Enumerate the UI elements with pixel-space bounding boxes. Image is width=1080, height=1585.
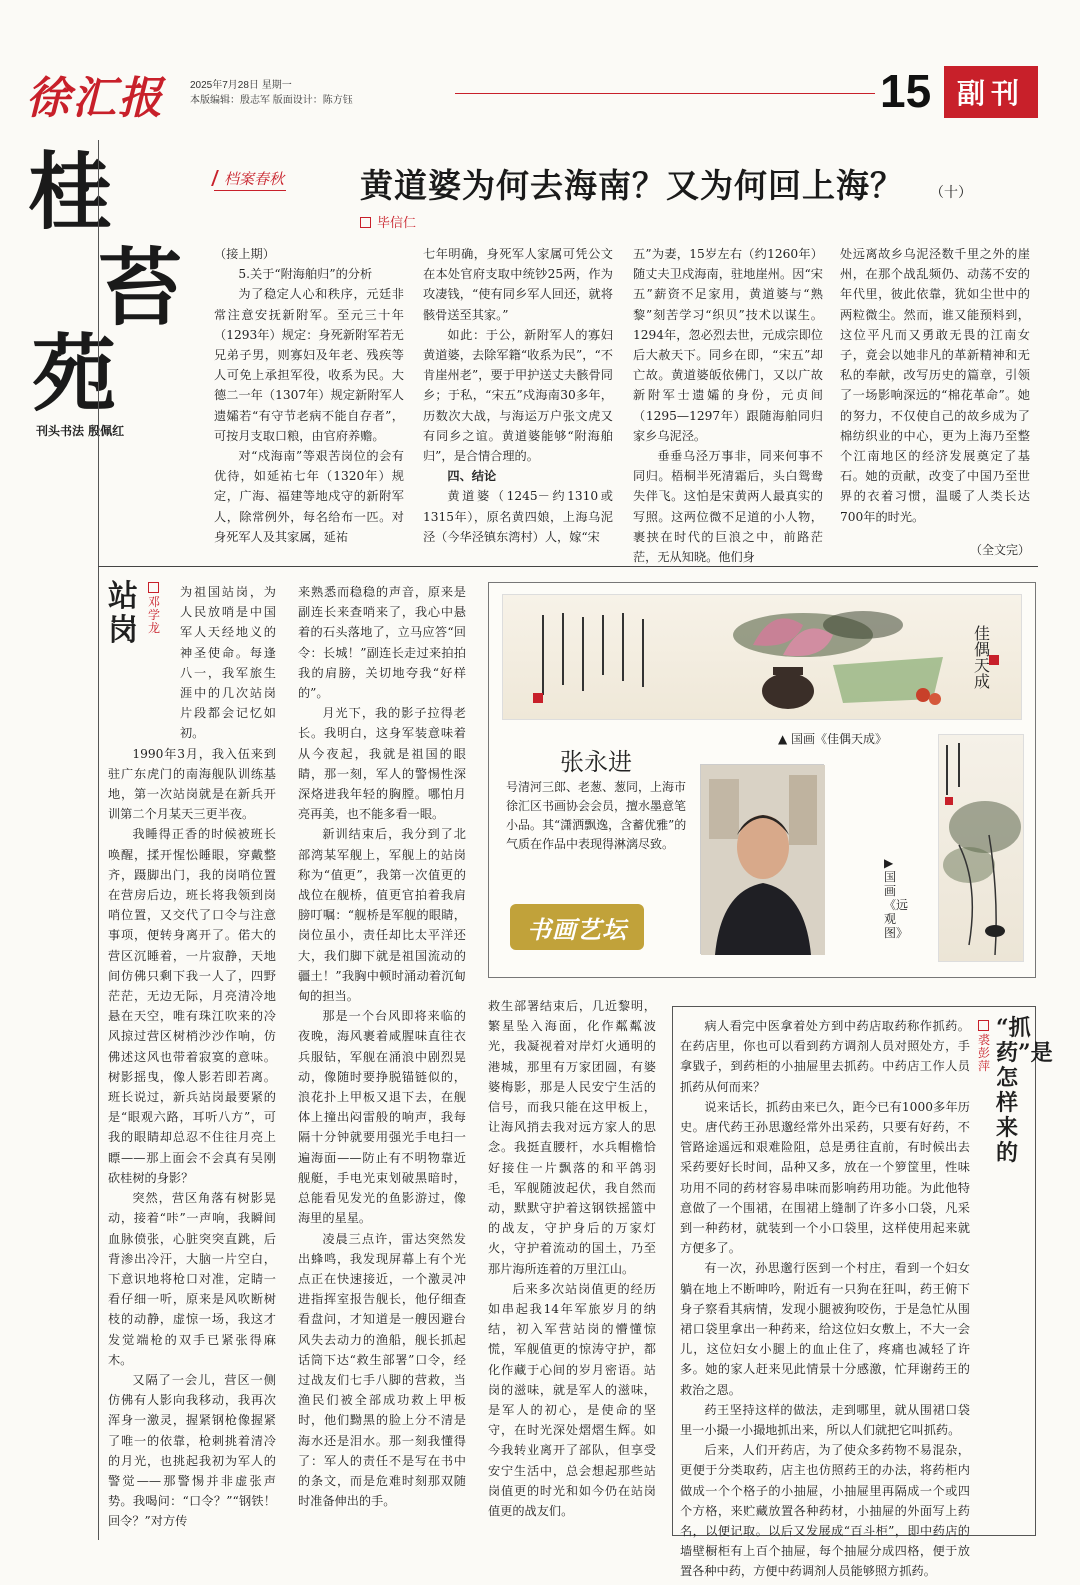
section-label: 副刊 bbox=[944, 66, 1038, 118]
article-byline bbox=[360, 212, 416, 231]
paragraph: 黄道婆（1245－约1310或1315年），原名黄四娘，上海乌泥泾（今华泾镇东湾村）人，嫁“宋 bbox=[423, 489, 613, 544]
left-divider bbox=[98, 140, 99, 1540]
artist-name: 张永进 bbox=[560, 749, 632, 776]
painting2-caption: ▶ 国画《远观图》 bbox=[884, 856, 909, 940]
painting-inscription: 佳偶天成 bbox=[971, 625, 991, 689]
article-author: 毕信仁 bbox=[377, 216, 417, 231]
paragraph: 药王坚持这样的做法，走到哪里，就从围裙口袋里一小撮一小撮地抓出来，所以人们就把它叫抓药。 bbox=[680, 1402, 970, 1438]
paragraph: 突然，营区角落有树影晃动，接着“咔”一声响，我瞬间血脉偾张，心脏突突直跳，后背渗出冷汗，大脑一片空白，下意识地将枪口对准，定睛一看仔细一听，原来是风吹断树枝的动静，虚惊一场，我这才发觉端枪的双手已紧张得麻木。 bbox=[108, 1191, 276, 1367]
person-portrait-icon bbox=[701, 765, 825, 955]
painting-jia-ou-tian-cheng bbox=[502, 594, 1022, 720]
issue-editors: 本版编辑：殷志军 版面设计：陈方钰 bbox=[190, 95, 353, 106]
zhangang-author: 邓学龙 bbox=[148, 595, 161, 635]
zhangang-column bbox=[108, 579, 276, 1532]
paragraph: 处远离故乡乌泥泾数千里之外的崖州，在那个战乱频仍、动荡不安的年代里，彼此依靠，犹如尘世中的两粒微尘。然而，谁又能预料到，这位平凡而又勇敢无畏的江南女子，竟会以她非凡的革新精神和无私的奉献，改写历史的篇章，引领了一场影响深远的“棉花革命”。她的努力，不仅使自己的故乡成为了棉纺织业的中心，更为上海乃至整个江南地区的经济发展奠定了基石。她的贡献，改变了中国乃至世界的衣着习惯，温暖了人类长达700年的时光。 bbox=[840, 247, 1030, 524]
article-column bbox=[840, 244, 1030, 527]
paragraph: 那是一个台风即将来临的夜晚，海风裹着咸腥味直往衣兵服钻，军舰在涌浪中剧烈晃动，像随时要挣脱锚链似的，浪花扑上甲板又退下去，在舰体上撞出闷雷般的响声，我每隔十分钟就要用强光手电扫一遍海面——防止有不明物靠近舰艇，手电光束划破黑暗时，总能看见发光的鱼影游过，像海里的星星。 bbox=[298, 1009, 466, 1226]
column-credit: 刊头书法 殷佩红 bbox=[36, 424, 125, 438]
paragraph: 为了稳定人心和秩序，元廷非常注意安抚新附军。至元三十年（1293年）规定：身死新附军若无兄弟子男，则寡妇及年老、残疾等人可免上承担军役，收系为民。大德二一年（1307年）规定新附军人遗孀若“有守节老病不能自存者”，可按月支取口粮，由官府养赡。 bbox=[214, 287, 404, 443]
newspaper-logo: 徐汇报 bbox=[26, 73, 164, 124]
paragraph: 我睡得正香的时候被班长唤醒，揉开惺忪睡眼，穿戴整齐，蹑脚出门，我的岗哨位置在营房后边，班长将我领到岗哨位置，又交代了口令与注意事项，便转身离开了。偌大的营区沉睡着，一片寂静，天地间仿佛只剩下我一人了，四野茫茫，无边无际，月亮清冷地悬在天空，唯有珠江吹来的冷风掠过营区树梢沙沙作响，仿佛述这风也带着寂寞的意味。树影摇曳，像人影若即若离。班长说过，新兵站岗最要紧的是“眼观六路，耳听八方”，可我的眼睛却总忍不住往月亮上瞟——那上面会不会真有吴刚砍桂树的身影？ bbox=[108, 827, 276, 1185]
paragraph: 四、结论 bbox=[447, 469, 497, 484]
paragraph: 如此：于公，新附军人的寡妇黄道婆，去除军籍“收系为民”，“不肯崖州老”，要于甲护送丈夫骸骨同乡；于私，“宋五”戍海南30多年，历数次大战，与海运万户张文虎又有同乡之谊。黄道婆能够“附海舶归”，是合情合理的。 bbox=[423, 327, 613, 464]
article-column bbox=[633, 244, 823, 567]
column-title-char: 苔 bbox=[98, 238, 183, 337]
paragraph: 后来多次站岗值更的经历如串起我14年军旅岁月的纳结，初入军营站岗的懵懂惊慌，军舰值更的惊涛守护，都化作藏于心间的岁月密语。站岗的滋味，就是军人的滋味，是军人的初心，是使命的坚守，在时光深处熠熠生辉。如今我转业离开了部队，但享受安宁生活中，总会想起那些站岗值更的时光和如今仍在站岗值更的战友们。 bbox=[488, 1281, 656, 1519]
paragraph: 说来话长，抓药由来已久，距今已有1000多年历史。唐代药王孙思邈经常外出采药，只要有好药，不管路途遥远和艰难险阻，总是勇往直前，有时候出去采药要好长时间，品种又多，放在一个箩筐里，性味功用不同的药材容易串味而影响药用功能。为此他特意做了一个围裙，在围裙上缝制了许多小口袋，凡采到一种药材，就装到一个小口袋里，这样使用起来就方便多了。 bbox=[680, 1099, 970, 1256]
column-title-char: 桂 bbox=[28, 142, 113, 241]
issue-info bbox=[190, 78, 353, 108]
painting-yuan-guan-tu bbox=[938, 734, 1024, 962]
paragraph: 垂垂乌泾万事非，同来何事不同归。梧桐半死清霜后，头白鸳鸯失伴飞。这怕是宋黄两人最真实的写照。这两位微不足道的小人物，裹挟在时代的巨浪之中，前路茫茫，无从知晓。他们身 bbox=[633, 449, 823, 565]
zhuayao-byline bbox=[978, 1020, 992, 1073]
paragraph: 又隔了一会儿，营区一侧仿佛有人影向我移动，我再次浑身一激灵，握紧钢枪像握紧了唯一的依靠，枪刺挑着清冷的月光，也挑起我初为军人的警觉——那警惕并非虚张声势。我喝问：“口令？”“钢铁！回令？”对方传 bbox=[108, 1372, 276, 1529]
article-headline: 黄道婆为何去海南？又为何回上海？ bbox=[360, 166, 904, 205]
masthead-rule bbox=[455, 93, 875, 94]
section-divider bbox=[98, 566, 1038, 567]
paragraph: （接上期） bbox=[214, 247, 275, 261]
painting1-caption: ▲ 国画《佳偶天成》 bbox=[778, 732, 888, 746]
zhuayao-author: 裘彭萍 bbox=[978, 1033, 991, 1073]
article-part: （十） bbox=[930, 185, 972, 201]
paragraph: 新训结束后，我分到了北部湾某军舰上，军舰上的站岗称为“值更”，我第一次值更的战位在舰桥，值更官拍着我肩膀叮嘱：“舰桥是军舰的眼睛，岗位虽小，责任却比太平洋还大，我们脚下就是祖国流动的疆土！”我胸中顿时涌动着沉甸甸的担当。 bbox=[298, 827, 466, 1004]
paragraph: 来熟悉而稳稳的声音，原来是副连长来查哨来了，我心中悬着的石头落地了，立马应答“回令：长城！”副连长走过来拍拍我的肩膀，关切地夸我“好样的”。 bbox=[298, 585, 466, 701]
paragraph: 月光下，我的影子拉得老长。我明白，这身军装意味着从今夜起，我就是祖国的眼睛，那一刻，军人的警惕性深深烙进我年轻的胸膛。哪怕月亮再美，也不能多看一眼。 bbox=[298, 706, 466, 822]
column-title-char: 苑 bbox=[32, 324, 117, 423]
shuhua-yitan-badge: 书画艺坛 bbox=[510, 904, 644, 950]
paragraph: 病人看完中医拿着处方到中药店取药称作抓药。在药店里，你也可以看到药方调剂人员对照处方，手拿戥子，到药柜的小抽屉里去抓药。中药店工作人员抓药从何而来？ bbox=[680, 1019, 970, 1094]
article-column bbox=[423, 244, 613, 547]
paragraph: 1990年3月，我入伍来到驻广东虎门的南海舰队训练基地，第一次站岗就是在新兵开训第二个月某天三更半夜。 bbox=[108, 746, 276, 822]
zhangang-column bbox=[298, 582, 466, 1511]
paragraph: 后来，人们开药店，为了使众多药物不易混杂，更便于分类取药，店主也仿照药王的办法，将药柜内做成一个个格子的小抽屉，小抽屉里再隔成一个或四个方格，来贮藏放置各种药材，小抽屉的外面写上药名，以便记取。以后又发展成“百斗柜”，即中药店的墙壁橱柜有上百个抽屉，每个抽屉分成四格，便于放置各种中药，方便中药调剂人员能够照方抓药。 bbox=[680, 1443, 970, 1579]
paragraph: 凌晨三点许，雷达突然发出蜂鸣，我发现屏幕上有个光点正在快速接近，一个激灵冲进指挥室报告舰长，他仔细查看盘问，才知道是一艘因避台风失去动力的渔船，舰长抓起话筒下达“救生部署”口令，经过战友们七手八脚的营救，当渔民们被全部成功救上甲板时，他们黝黑的脸上分不清是海水还是泪水。那一刻我懂得了：军人的责任不是写在书中的条文，而是危难时刻那双随时准备伸出的手。 bbox=[298, 1231, 466, 1509]
byline-square-icon bbox=[978, 1020, 989, 1031]
zhangang-title: 站岗 bbox=[108, 579, 138, 648]
artist-photo bbox=[700, 764, 824, 954]
artist-bio: 号清河三郎、老葱、葱同，上海市徐汇区书画协会会员，擅水墨意笔小品。其“潇洒飘逸，含蓄优雅”的气质在作品中表现得淋漓尽致。 bbox=[506, 780, 687, 851]
byline-square-icon bbox=[360, 217, 371, 228]
article-end-note: （全文完） bbox=[970, 543, 1031, 557]
lotus-teapot-painting bbox=[503, 595, 1023, 721]
paragraph: 七年明确，身死军人家属可凭公文在本处官府支取中统钞25两，作为攻凄钱，“使有同乡军人回还，就将骸骨送至其家。” bbox=[423, 247, 613, 322]
paragraph: 有一次，孙思邈行医到一个村庄，看到一个妇女躺在地上不断呻吟，附近有一只狗在狂叫，药王俯下身子察看其病情，发现小腿被狗咬伤，于是急忙从围裙口袋里拿出一种药来，给这位妇女敷上，不大一会儿，这位妇女小腿上的血止住了，疼痛也减轻了许多。她的家人赶来见此情景十分感激，忙拜谢药王的救治之恩。 bbox=[680, 1261, 970, 1397]
paragraph: 5.关于“附海舶归”的分析 bbox=[238, 267, 373, 282]
article-column bbox=[214, 244, 404, 547]
article-tag: 档案春秋 bbox=[214, 168, 286, 191]
lotus-leaf-painting bbox=[939, 735, 1025, 963]
paragraph: 对“戍海南”等艰苦岗位的会有优待，如延祐七年（1320年）规定，广海、福建等地戍守的新附军人，除常例外，每名给布一匹。对身死军人及其家属，延祐 bbox=[214, 449, 404, 544]
paragraph: 救生部署结束后，几近黎明，繁星坠入海面，化作粼粼波光，我凝视着对岸灯火通明的港城，那里有万家团圆，有婆婆梅影，那是人民安宁生活的信号，而我只能在这甲板上，让海风捎去我对远方家人的思念。我挺直腰杆，水兵帽檐恰好接住一片飘落的和平鸽羽毛，军舰随波起伏，我自然而动，默默守护着这钢铁摇篮中的战友，守护身后的万家灯火，守护着流动的国土，乃至那片海所连着的万里江山。 bbox=[488, 999, 656, 1276]
page-number: 15 bbox=[880, 65, 932, 117]
zhangang-column bbox=[488, 996, 656, 1521]
zhuayao-body bbox=[680, 1016, 970, 1582]
issue-date: 2025年7月28日 星期一 bbox=[190, 80, 292, 91]
paragraph: 五”为妻，15岁左右（约1260年）随丈夫卫戍海南，驻地崖州。因“宋五”薪资不足家用，黄道婆与“熟黎”刻苦学习“织贝”技术以谋生。1294年，忽必烈去世，元成宗即位后大赦天下。同乡在即，“宋五”却亡故。黄道婆皈依佛门，又以广故新附军士遗孀的身份，元贞间（1295—1297年）跟随海舶同归家乡乌泥泾。 bbox=[633, 247, 823, 443]
zhuayao-title: “抓药”是怎样来的 bbox=[996, 1015, 1053, 1166]
paragraph: 为祖国站岗，为人民放哨是中国军人天经地义的神圣使命。每逢八一，我军旅生涯中的几次站岗片段都会记忆如初。 bbox=[180, 585, 276, 741]
